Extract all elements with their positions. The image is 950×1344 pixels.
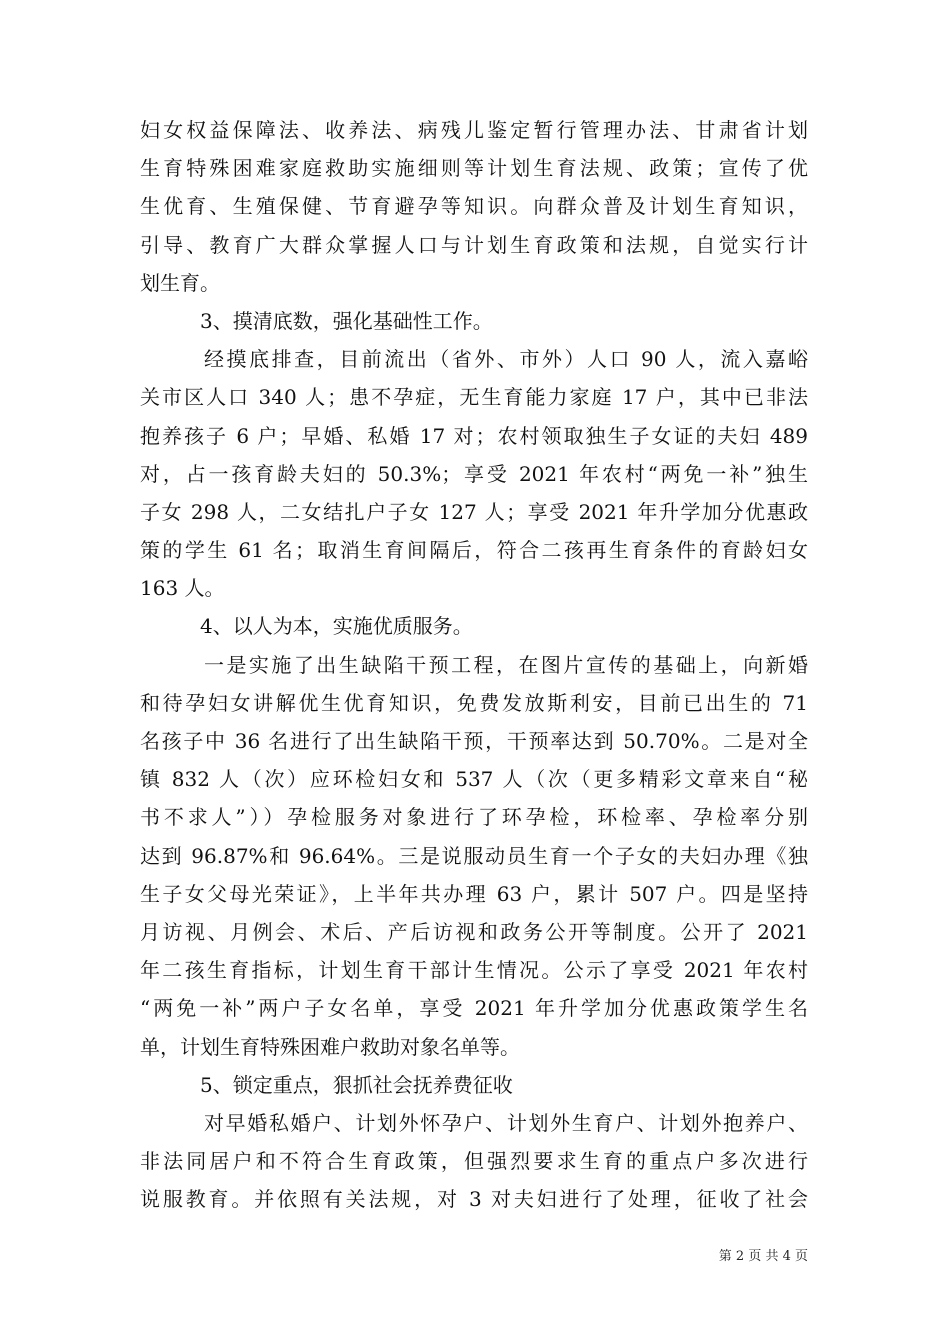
text-line: 抱养孩子 6 户；早婚、私婚 17 对；农村领取独生子女证的夫妇 489 — [140, 423, 808, 448]
text-line: 生育特殊困难家庭救助实施细则等计划生育法规、政策；宣传了优 — [140, 156, 808, 181]
text-line: 和待孕妇女讲解优生优育知识，免费发放斯利安，目前已出生的 71 — [140, 690, 808, 715]
text-line: 163 人。 — [140, 576, 225, 601]
text-line: 非法同居户和不符合生育政策，但强烈要求生育的重点户多次进行 — [140, 1149, 808, 1174]
text-line: 妇女权益保障法、收养法、病残儿鉴定暂行管理办法、甘肃省计划 — [140, 118, 808, 142]
text-line: “两免一补”两户子女名单，享受 2021 年升学加分优惠政策学生名 — [140, 996, 808, 1021]
text-line: 达到 96.87%和 96.64%。三是说服动员生育一个子女的夫妇办理《独 — [140, 843, 808, 868]
text-line: 书不求人”））孕检服务对象进行了环孕检，环检率、孕检率分别 — [140, 805, 808, 830]
text-line: 引导、教育广大群众掌握人口与计划生育政策和法规，自觉实行计 — [140, 232, 808, 257]
text-line: 生子女父母光荣证》，上半年共办理 63 户，累计 507 户。四是坚持 — [140, 881, 808, 906]
text-line: 关市区人口 340 人；患不孕症，无生育能力家庭 17 户，其中已非法 — [140, 385, 808, 410]
document-body — [140, 111, 808, 1218]
text-line: 划生育。 — [140, 270, 220, 295]
text-line: 生优育、生殖保健、节育避孕等知识。向群众普及计划生育知识， — [140, 194, 808, 219]
text-line: 4、以人为本，实施优质服务。 — [200, 614, 473, 639]
page-number: 第 2 页 共 4 页 — [718, 1249, 808, 1264]
text-line: 3、摸清底数，强化基础性工作。 — [200, 308, 493, 333]
text-line: 单，计划生育特殊困难户救助对象名单等。 — [140, 1034, 520, 1059]
text-line: 年二孩生育指标，计划生育干部计生情况。公示了享受 2021 年农村 — [140, 958, 808, 983]
page-footer — [0, 1242, 950, 1272]
text-line: 一是实施了出生缺陷干预工程，在图片宣传的基础上，向新婚 — [204, 652, 808, 677]
text-line: 名孩子中 36 名进行了出生缺陷干预，干预率达到 50.70%。二是对全 — [140, 729, 808, 753]
text-line: 说服教育。并依照有关法规，对 3 对夫妇进行了处理，征收了社会 — [140, 1187, 808, 1212]
text-line: 策的学生 61 名；取消生育间隔后，符合二孩再生育条件的育龄妇女 — [140, 538, 808, 563]
text-line: 镇 832 人（次）应环检妇女和 537 人（次（更多精彩文章来自“秘 — [140, 767, 808, 792]
text-line: 对，占一孩育龄夫妇的 50.3%；享受 2021 年农村“两免一补”独生 — [140, 461, 808, 486]
text-line: 对早婚私婚户、计划外怀孕户、计划外生育户、计划外抱养户、 — [204, 1110, 808, 1135]
text-line: 月访视、月例会、术后、产后访视和政务公开等制度。公开了 2021 — [140, 919, 808, 944]
text-line: 子女 298 人，二女结扎户子女 127 人；享受 2021 年升学加分优惠政 — [140, 499, 808, 524]
text-line: 经摸底排查，目前流出（省外、市外）人口 90 人，流入嘉峪 — [204, 347, 808, 372]
text-line: 5、锁定重点，狠抓社会抚养费征收 — [200, 1072, 513, 1097]
